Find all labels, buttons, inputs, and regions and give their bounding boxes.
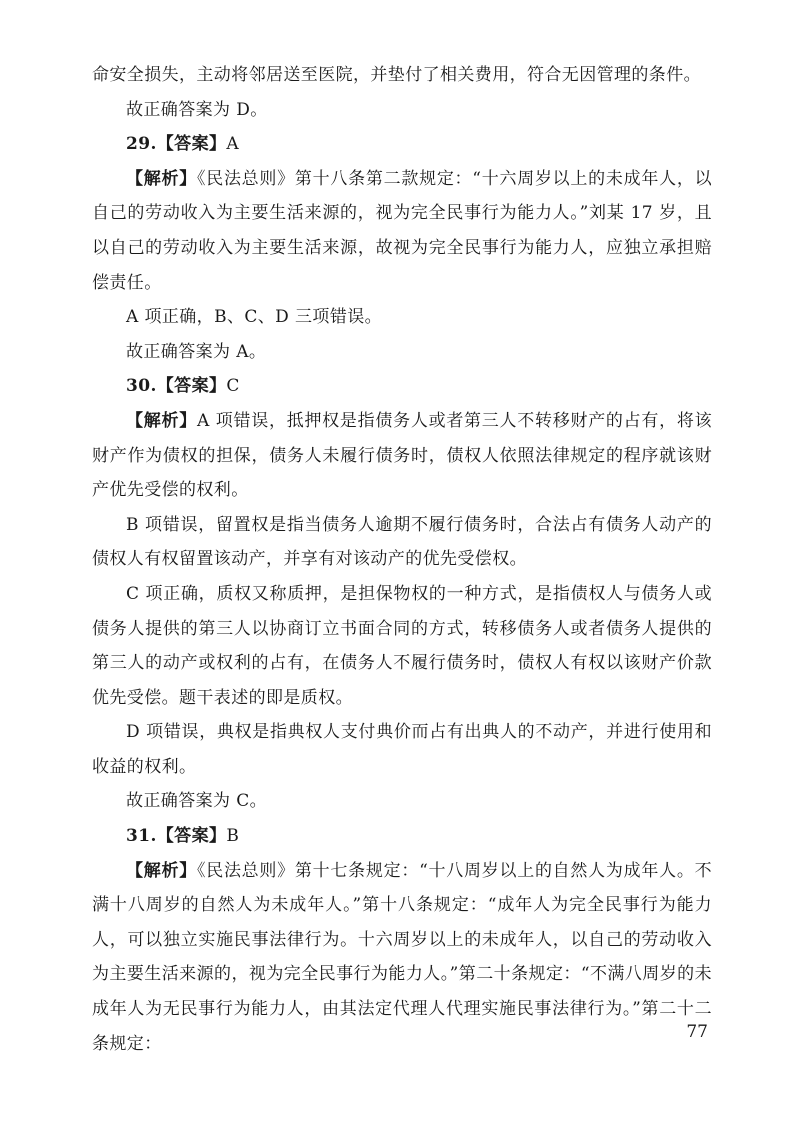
paragraph-text: C 项正确，质权又称质押，是担保物权的一种方式，是指债权人与债务人或债务人提供的第三人以协商订立书面合同的方式，转移债务人或者债务人提供的第三人的动产或权利的占有，在债务人不履行债务时，债权人有权以该财产价款优先受偿。题干表述的即是质权。 [92, 583, 712, 708]
paragraph-1 [92, 93, 712, 128]
analysis-31 [92, 854, 712, 1062]
answer-29 [92, 127, 712, 162]
paragraph-11 [92, 784, 712, 819]
paragraph-text: 故正确答案为 A。 [126, 341, 267, 362]
paragraph-9 [92, 577, 712, 715]
analysis-text: 《民法总则》第十七条规定：“十八周岁以上的自然人为成年人。不满十八周岁的自然人为未成年人。”第十八条规定：“成年人为完全民事行为能力人，可以独立实施民事法律行为。十六周岁以上的未成年人，以自己的劳动收入为主要生活来源的，视为完全民事行为能力人。”第二十条规定：“不满八周岁的未成年人为无民事行为能力人，由其法定代理人代理实施民事法律行为。”第二十二条规定： [92, 860, 712, 1054]
paragraph-text: 命安全损失，主动将邻居送至医院，并垫付了相关费用，符合无因管理的条件。 [92, 65, 701, 85]
analysis-29 [92, 162, 712, 300]
analysis-label: 【解析】 [126, 860, 197, 881]
analysis-text: A 项错误，抵押权是指债务人或者第三人不转移财产的占有，将该财产作为债权的担保，债务人未履行债务时，债权人依照法律规定的程序就该财产优先受偿的权利。 [92, 410, 712, 501]
paragraph-text: B 项错误，留置权是指当债务人逾期不履行债务时，合法占有债务人动产的债权人有权留置该动产，并享有对该动产的优先受偿权。 [92, 514, 712, 570]
paragraph-0 [92, 58, 712, 93]
page-number: 77 [686, 1022, 708, 1042]
paragraph-text: A 项正确，B、C、D 三项错误。 [126, 307, 383, 328]
analysis-label: 【解析】 [126, 410, 197, 431]
paragraph-10 [92, 715, 712, 784]
paragraph-5 [92, 335, 712, 370]
analysis-label: 【解析】 [126, 168, 197, 189]
answer-value: A [226, 134, 240, 155]
answer-label: 30.【答案】 [126, 376, 227, 397]
analysis-30 [92, 404, 712, 508]
paragraph-text: 故正确答案为 C。 [126, 791, 268, 812]
answer-label: 31.【答案】 [126, 826, 227, 847]
paragraph-text: D 项错误，典权是指典权人支付典价而占有出典人的不动产，并进行使用和收益的权利。 [92, 722, 712, 777]
answer-label: 29.【答案】 [126, 134, 227, 155]
paragraph-text: 故正确答案为 D。 [126, 99, 268, 120]
answer-value: C [226, 376, 240, 397]
answer-30 [92, 369, 712, 404]
answer-31 [92, 819, 712, 854]
analysis-text: 《民法总则》第十八条第二款规定：“十六周岁以上的未成年人，以自己的劳动收入为主要生活来源的，视为完全民事行为能力人。”刘某 17 岁，且以自己的劳动收入为主要生活来源，故视为完全民事行为能力人，应独立承担赔偿责任。 [92, 168, 712, 293]
answer-value: B [226, 826, 240, 847]
paragraph-8 [92, 508, 712, 577]
body-text [92, 58, 712, 1061]
paragraph-4 [92, 300, 712, 335]
